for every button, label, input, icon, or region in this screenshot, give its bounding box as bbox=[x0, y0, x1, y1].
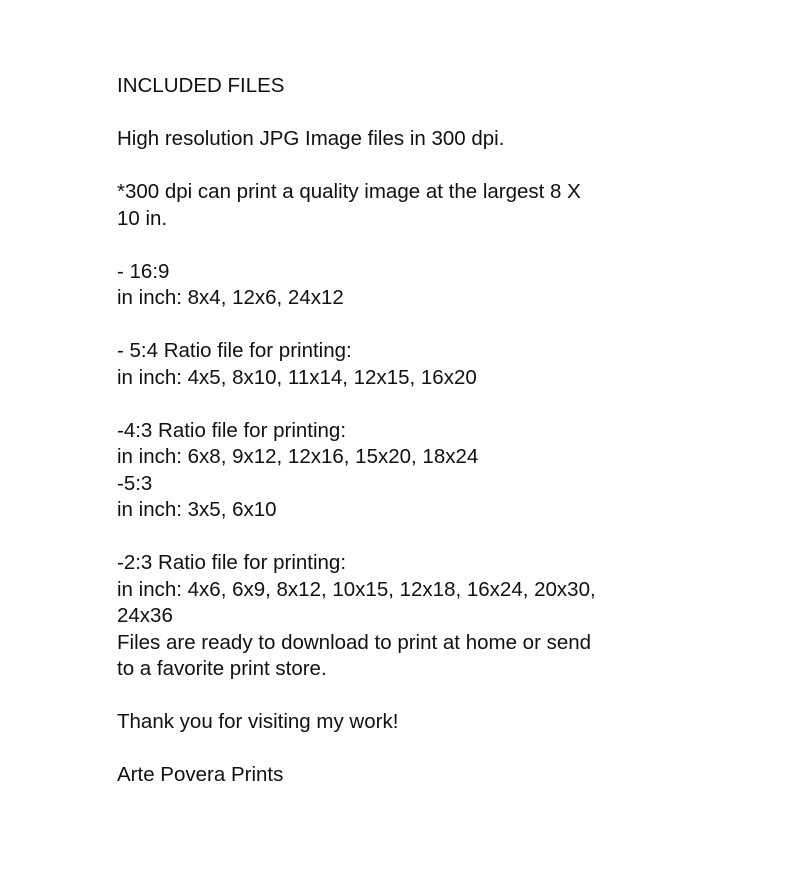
ratio-4-3-label: -4:3 Ratio file for printing: bbox=[117, 418, 347, 442]
dpi-note-line-1: *300 dpi can print a quality image at the largest 8 X bbox=[117, 180, 581, 203]
ratio-5-3-label: -5:3 bbox=[117, 471, 153, 495]
dpi-note-block bbox=[117, 179, 677, 232]
resolution-intro: High resolution JPG Image files in 300 dpi. bbox=[117, 127, 505, 150]
ratio-4-3-and-5-3-block bbox=[117, 418, 677, 524]
thank-you-message: Thank you for visiting my work! bbox=[117, 710, 399, 733]
ratio-16-9-sizes: in inch: 8x4, 12x6, 24x12 bbox=[117, 286, 344, 309]
ratio-2-3-block bbox=[117, 550, 677, 683]
ratio-5-4-sizes: in inch: 4x5, 8x10, 11x14, 12x15, 16x20 bbox=[117, 365, 477, 389]
ratio-5-4-label: - 5:4 Ratio file for printing: bbox=[117, 339, 352, 362]
intro-block bbox=[117, 126, 677, 153]
ready-to-download-line-1: Files are ready to download to print at home or send bbox=[117, 630, 592, 654]
ratio-2-3-sizes-line-2: 24x36 bbox=[117, 604, 173, 627]
included-files-document bbox=[117, 73, 677, 789]
ratio-16-9-label: - 16:9 bbox=[117, 259, 170, 283]
ratio-16-9-block bbox=[117, 259, 677, 312]
document-heading: INCLUDED FILES bbox=[117, 74, 285, 97]
ratio-2-3-sizes-line-1: in inch: 4x6, 6x9, 8x12, 10x15, 12x18, 16x24, 20x30, bbox=[117, 577, 596, 601]
dpi-note-line-2: 10 in. bbox=[117, 206, 168, 230]
ready-to-download-line-2: to a favorite print store. bbox=[117, 657, 327, 680]
heading-block bbox=[117, 73, 677, 100]
ratio-5-4-block bbox=[117, 338, 677, 391]
ratio-5-3-sizes: in inch: 3x5, 6x10 bbox=[117, 498, 277, 521]
shop-signature: Arte Povera Prints bbox=[117, 763, 284, 786]
thanks-block bbox=[117, 709, 677, 736]
ratio-4-3-sizes: in inch: 6x8, 9x12, 12x16, 15x20, 18x24 bbox=[117, 445, 479, 468]
ratio-2-3-label: -2:3 Ratio file for printing: bbox=[117, 551, 347, 574]
signature-block bbox=[117, 762, 677, 789]
